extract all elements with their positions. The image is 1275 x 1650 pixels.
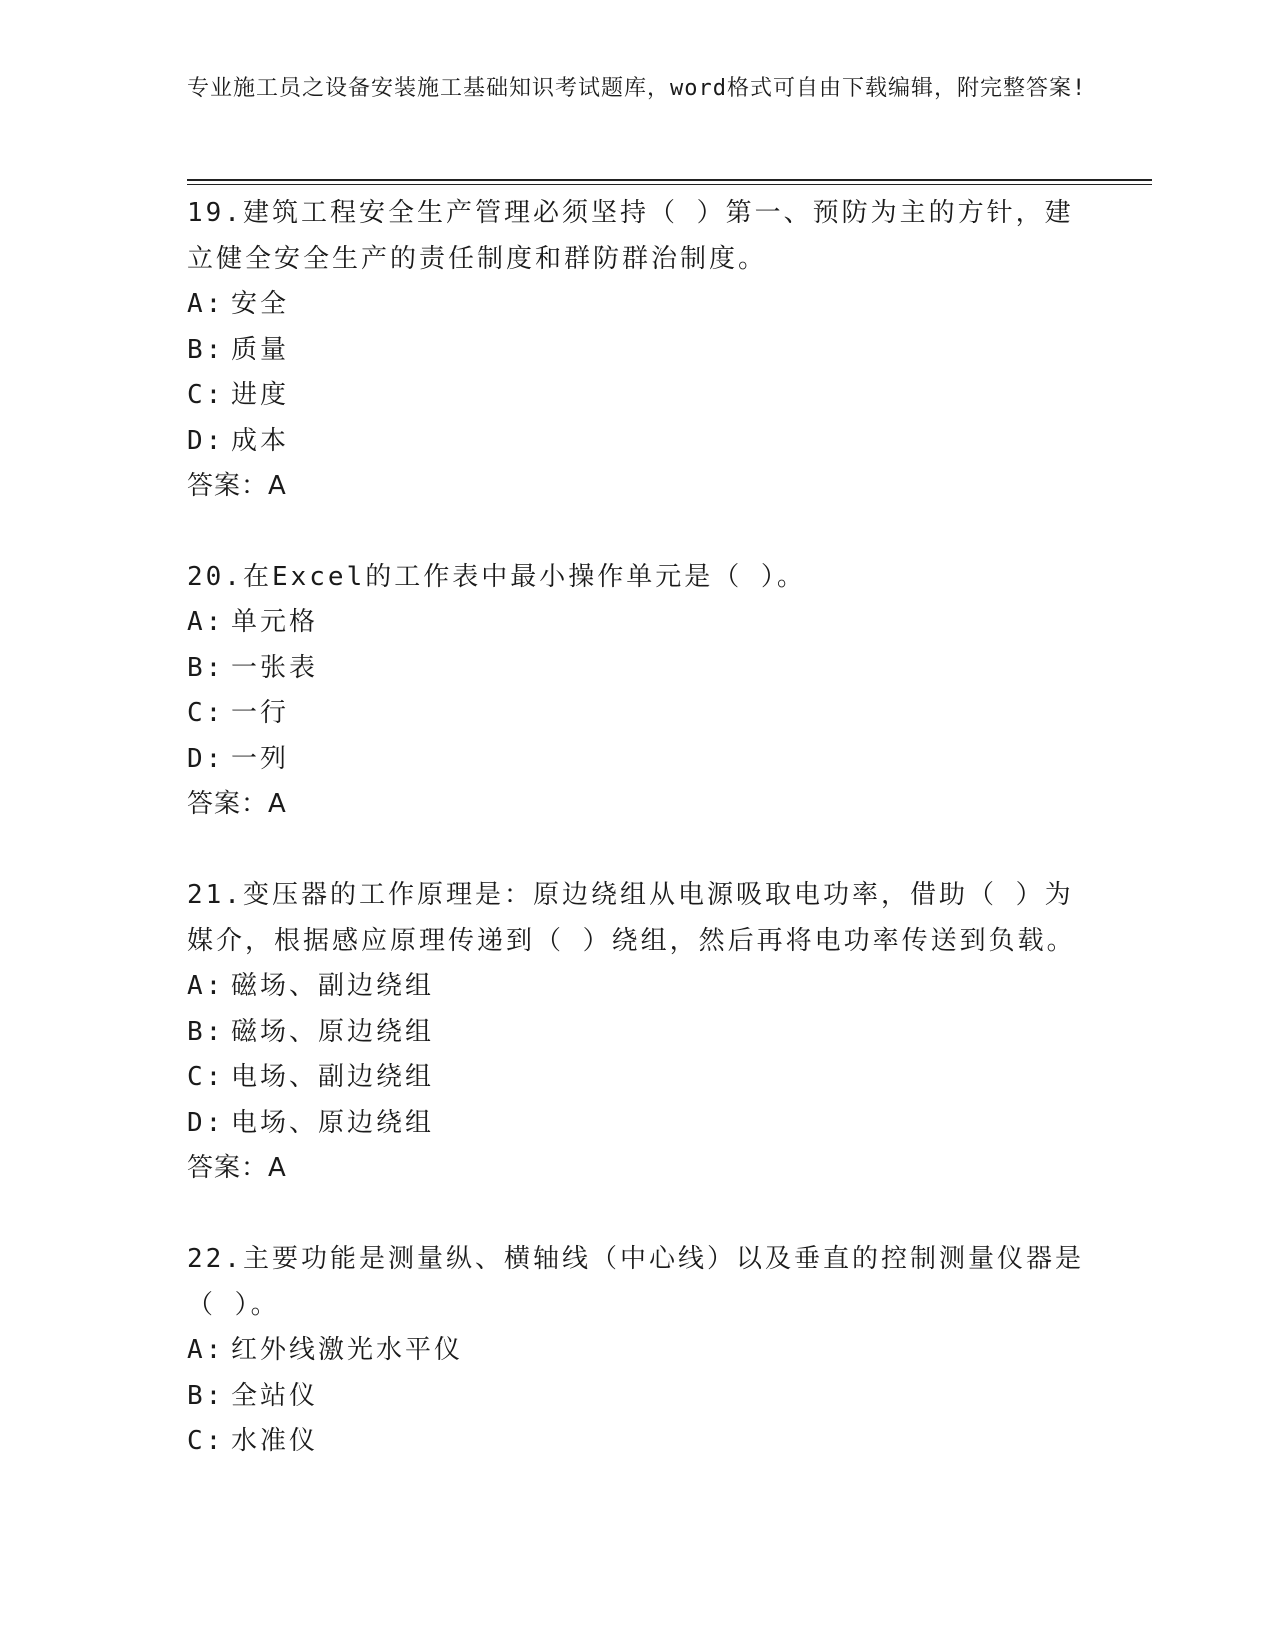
option-text: 单元格 — [231, 607, 319, 637]
option-c — [187, 1419, 1087, 1465]
question-stem — [187, 872, 1087, 964]
option-a — [187, 600, 1087, 646]
document-header — [187, 72, 1087, 105]
question-number: 20. — [187, 562, 243, 592]
question-stem — [187, 554, 1087, 600]
option-c — [187, 1055, 1087, 1101]
question-number: 19. — [187, 198, 243, 228]
option-text: 磁场、原边绕组 — [231, 1016, 435, 1047]
question-20 — [187, 554, 1087, 827]
option-text: 一行 — [231, 698, 290, 728]
option-b — [187, 646, 1087, 692]
question-text: 在Excel的工作表中最小操作单元是（ ）。 — [242, 562, 806, 592]
header-divider-thick — [187, 179, 1152, 181]
option-letter: C: — [187, 1426, 225, 1456]
header-intro: 专业施工员之设备安装施工基础知识考试题库，word格式可自由下载编辑，附完整答案! — [187, 76, 1087, 101]
answer-line: 答案：A — [187, 789, 287, 819]
option-text: 电场、原边绕组 — [231, 1107, 435, 1138]
option-text: 红外线激光水平仪 — [231, 1335, 464, 1365]
question-stem — [187, 1236, 1087, 1328]
option-letter: B: — [187, 1380, 225, 1411]
option-text: 成本 — [231, 425, 290, 456]
question-text: 建筑工程安全生产管理必须坚持（ ）第一、预防为主的方针，建立健全安全生产的责任制度和群防群治制度。 — [187, 198, 1074, 274]
option-letter: A: — [187, 289, 225, 319]
option-text: 水准仪 — [231, 1426, 319, 1456]
option-letter: D: — [187, 425, 225, 456]
option-text: 一张表 — [231, 652, 319, 683]
question-21 — [187, 872, 1087, 1191]
option-text: 进度 — [231, 380, 290, 410]
option-letter: C: — [187, 1062, 225, 1092]
option-letter: D: — [187, 743, 225, 774]
question-number: 22. — [187, 1244, 243, 1274]
option-b — [187, 1374, 1087, 1420]
option-a — [187, 1328, 1087, 1374]
option-text: 安全 — [231, 289, 290, 319]
question-list — [187, 190, 1087, 1510]
option-letter: A: — [187, 971, 225, 1001]
option-letter: C: — [187, 698, 225, 728]
option-text: 一列 — [231, 743, 290, 774]
option-d — [187, 419, 1087, 465]
header-divider-thin — [187, 184, 1152, 185]
option-letter: A: — [187, 1335, 225, 1365]
option-c — [187, 373, 1087, 419]
option-d — [187, 737, 1087, 783]
question-number: 21. — [187, 880, 243, 910]
option-letter: D: — [187, 1107, 225, 1138]
option-letter: B: — [187, 652, 225, 683]
option-b — [187, 328, 1087, 374]
option-text: 质量 — [231, 334, 290, 365]
option-letter: B: — [187, 334, 225, 365]
question-22 — [187, 1236, 1087, 1465]
option-text: 电场、副边绕组 — [231, 1062, 435, 1092]
option-text: 全站仪 — [231, 1380, 319, 1411]
question-text: 变压器的工作原理是：原边绕组从电源吸取电功率，借助（ ）为媒介，根据感应原理传递到（ ）绕组，然后再将电功率传送到负载。 — [187, 880, 1076, 956]
option-a — [187, 282, 1087, 328]
option-c — [187, 691, 1087, 737]
answer-line: 答案：A — [187, 471, 287, 501]
option-letter: C: — [187, 380, 225, 410]
answer-line: 答案：A — [187, 1153, 287, 1183]
option-letter: B: — [187, 1016, 225, 1047]
option-a — [187, 964, 1087, 1010]
option-d — [187, 1101, 1087, 1147]
option-letter: A: — [187, 607, 225, 637]
question-19 — [187, 190, 1087, 509]
question-text: 主要功能是测量纵、横轴线（中心线）以及垂直的控制测量仪器是（ ）。 — [187, 1244, 1084, 1320]
option-b — [187, 1010, 1087, 1056]
option-text: 磁场、副边绕组 — [231, 971, 435, 1001]
question-stem — [187, 190, 1087, 282]
